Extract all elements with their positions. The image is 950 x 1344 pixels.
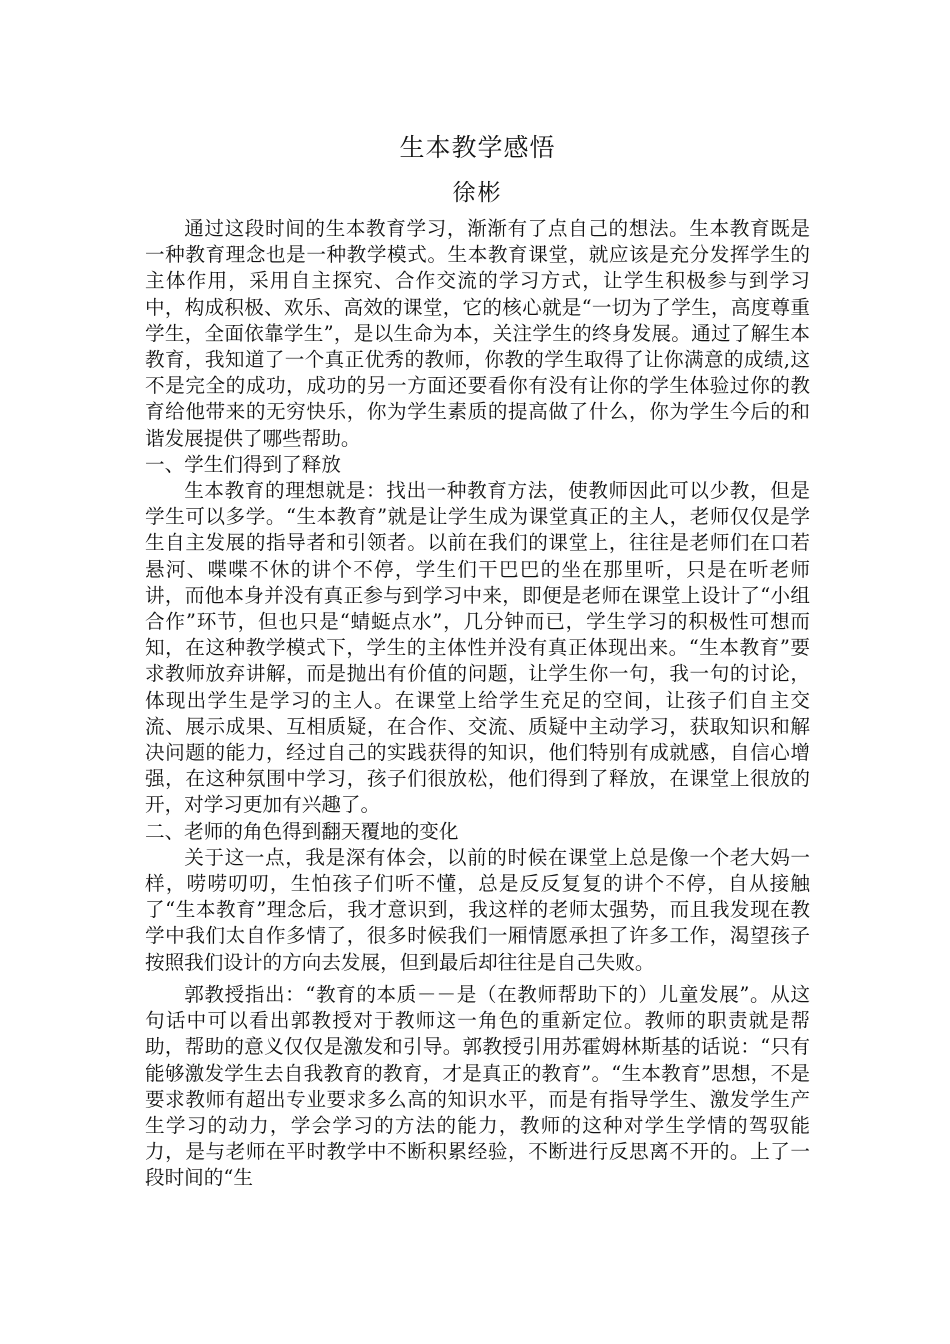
- document-title: 生本教学感悟: [399, 133, 556, 162]
- section-2-paragraph-2: 郭教授指出：“教育的本质－－是（在教师帮助下的）儿童发展”。从这句话中可以看出郭教授对于教师这一角色的重新定位。教师的职责就是帮助，帮助的意义仅仅是激发和引导。郭教授引用苏霍姆林斯基的话说：“只有能够激发学生去自我教育的教育，才是真正的教育”。“生本教育”思想，不是要求教师有超出专业要求多么高的知识水平，而是有指导学生、激发学生产生学习的动力，学会学习的方法的能力，教师的这种对学生学情的驾驭能力，是与老师在平时教学中不断积累经验，不断进行反思离不开的。上了一段时间的“生: [145, 982, 810, 1190]
- section-heading-1: 一、学生们得到了释放: [145, 452, 341, 476]
- section-heading-2: 二、老师的角色得到翻天覆地的变化: [145, 819, 459, 843]
- section-1-paragraph: 生本教育的理想就是：找出一种教育方法，使教师因此可以少教，但是学生可以多学。“生本教育”就是让学生成为课堂真正的主人，老师仅仅是学生自主发展的指导者和引领者。以前在我们的课堂上，往往是老师们在口若悬河、喋喋不休的讲个不停，学生们干巴巴的坐在那里听，只是在听老师讲，而他本身并没有真正参与到学习中来，即便是老师在课堂上设计了“小组合作”环节，但也只是“蜻蜓点水”，几分钟而已，学生学习的积极性可想而知，在这种教学模式下，学生的主体性并没有真正体现出来。“生本教育”要求教师放弃讲解，而是抛出有价值的问题，让学生你一句，我一句的讨论，体现出学生是学习的主人。在课堂上给学生充足的空间，让孩子们自主交流、展示成果、互相质疑，在合作、交流、质疑中主动学习，获取知识和解决问题的能力，经过自己的实践获得的知识，他们特别有成就感，自信心增强，在这种氛围中学习，孩子们很放松，他们得到了释放，在课堂上很放的开，对学习更加有兴趣了。: [145, 479, 810, 817]
- section-2-paragraph-1: 关于这一点，我是深有体会，以前的时候在课堂上总是像一个老大妈一样，唠唠叨叨，生怕孩子们听不懂，总是反反复复的讲个不停，自从接触了“生本教育”理念后，我才意识到，我这样的老师太强势，而且我发现在教学中我们太自作多情了，很多时候我们一厢情愿承担了许多工作，渴望孩子按照我们设计的方向去发展，但到最后却往往是自己失败。: [145, 845, 810, 974]
- document-page: [145, 132, 810, 1192]
- intro-paragraph: 通过这段时间的生本教育学习，渐渐有了点自己的想法。生本教育既是一种教育理念也是一种教学模式。生本教育课堂，就应该是充分发挥学生的主体作用，采用自主探究、合作交流的学习方式，让学生积极参与到学习中，构成积极、欢乐、高效的课堂，它的核心就是“一切为了学生，高度尊重学生，全面依靠学生”，是以生命为本，关注学生的终身发展。通过了解生本教育，我知道了一个真正优秀的教师，你教的学生取得了让你满意的成绩,这不是完全的成功，成功的另一方面还要看你有没有让你的学生体验过你的教育给他带来的无穷快乐，你为学生素质的提高做了什么，你为学生今后的和谐发展提供了哪些帮助。: [145, 217, 810, 450]
- author-name: 徐彬: [452, 180, 503, 206]
